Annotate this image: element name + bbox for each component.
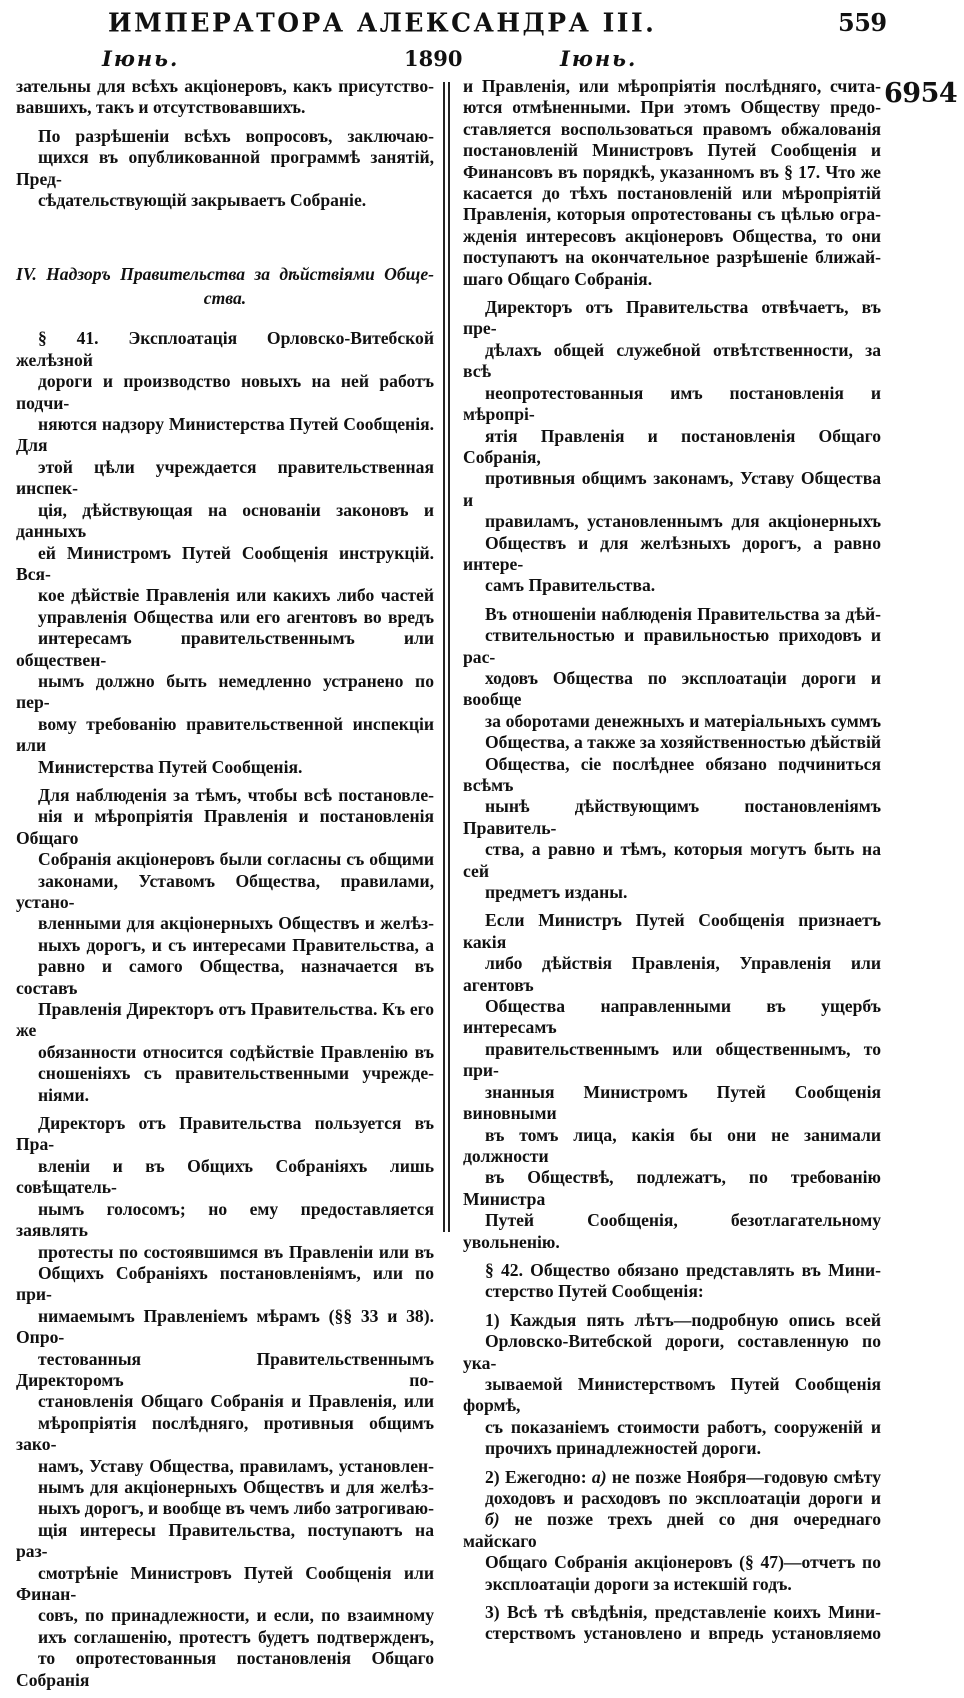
text-line: поступаютъ на окончательное разрѣшеніе ближай-: [463, 247, 881, 268]
text-line: мѣропріятія послѣдняго, противныя общимъ зако-: [16, 1412, 434, 1455]
text-line: и Правленія, или мѣропріятія послѣдняго, счита-: [463, 76, 881, 96]
text-line: протесты по состоявшимся въ Правленіи или въ: [38, 1241, 434, 1262]
text-line: § 42. Общество обязано представлять въ Мини-: [485, 1259, 881, 1280]
text-line: интересамъ правительственнымъ или обществен-: [16, 628, 434, 670]
text-line: неопротестованныя имъ постановленія и мѣропрі-: [463, 382, 881, 425]
text-line: 1) Каждыя пять лѣтъ—подробную опись всей: [485, 1309, 881, 1330]
text-line: Орловско-Витебской дороги, составленную по ука-: [463, 1331, 881, 1373]
item-2-b-marker: б): [485, 1509, 500, 1530]
text-line: Министерства Путей Сообщенія.: [38, 756, 303, 777]
text-line: Общихъ Собраніяхъ постановленіямъ, или по при-: [16, 1262, 434, 1305]
text-line: нымъ должно быть немедленно устранено по пер-: [16, 670, 434, 713]
right-column: [463, 76, 881, 1652]
text-line: Правленія Директоръ отъ Правительства. Къ его же: [16, 999, 434, 1041]
text-line: постановленій Министровъ Путей Сообщенія и: [463, 140, 881, 161]
running-title: ИМПЕРАТОРА АЛЕКСАНДРА III.: [108, 7, 657, 38]
paragraph-observation: [16, 785, 434, 1106]
paragraph-section-42: [463, 1260, 881, 1303]
text-line: Въ отношеніи наблюденія Правительства за дѣй-: [485, 603, 881, 624]
text-line: ходовъ Общества по эксплоатаціи дороги и вообще: [463, 667, 881, 710]
month-right: Іюнь.: [560, 46, 638, 71]
text-line: ніями.: [38, 1084, 90, 1105]
list-item-3: [463, 1602, 881, 1645]
text-line: ныхъ дорогъ, и съ интересами Правительства, а: [38, 934, 434, 955]
text-line: ція, дѣйствующая на основаніи законовъ и данныхъ: [16, 499, 434, 542]
text-line: Финансовъ въ порядкѣ, указанномъ въ § 17. Что же: [463, 161, 881, 182]
text-line: вленіи и въ Общихъ Собраніяхъ лишь совѣщатель-: [16, 1155, 434, 1198]
text-line: зательны для всѣхъ акціонеровъ, какъ присутство-: [16, 76, 434, 96]
paragraph-director-responsibility: [463, 297, 881, 597]
paragraph-director-rights: [16, 1113, 434, 1691]
text-line: противныя общимъ законамъ, Уставу Общества и: [463, 468, 881, 510]
text-line: ются отмѣненными. При этомъ Обществу предо-: [463, 97, 881, 118]
paragraph-section-41: [16, 328, 434, 778]
text-line: въ Обществѣ, подлежатъ, по требованію Министра: [463, 1167, 881, 1209]
year: 1890: [404, 46, 463, 71]
paragraph-continued: [16, 76, 434, 119]
text-line: нымъ голосомъ; но ему предоставляется заявлять: [16, 1198, 434, 1241]
text-line: жденія интересовъ акціонеровъ Общества, то они: [463, 225, 881, 246]
text-line: нія и мѣропріятія Правленія и постановленія Общаго: [16, 806, 434, 848]
text-line: Для наблюденія за тѣмъ, чтобы всѣ постановле-: [38, 784, 434, 805]
text-line: съ показаніемъ стоимости работъ, сооруженій и: [485, 1416, 881, 1437]
text-line: 3) Всѣ тѣ свѣдѣнія, представленіе коихъ Мини-: [485, 1602, 881, 1623]
text-line: ей Министромъ Путей Сообщенія инструкцій. Вся-: [16, 542, 434, 584]
text-line: Собранія акціонеровъ были согласны съ общими: [38, 849, 434, 870]
running-head: [0, 8, 964, 38]
section-heading-line: ства.: [203, 288, 247, 309]
text-line: ства, а равно и тѣмъ, которыя могутъ быть на сей: [463, 839, 881, 881]
text-line: въ томъ лица, какія бы они не занимали должности: [463, 1124, 881, 1166]
section-heading: [16, 262, 434, 310]
text-line: стерство Путей Сообщенія:: [485, 1281, 704, 1302]
text-line: щихся въ опубликованной программѣ занятій, Пред-: [16, 147, 434, 189]
text-line: § 41. Эксплоатація Орловско-Витебской желѣзной: [16, 328, 434, 370]
text-line: нымъ для акціонерныхъ Обществъ и для желѣз-: [38, 1476, 434, 1497]
text-line: ятія Правленія и постановленія Общаго Собранія,: [463, 425, 881, 467]
text-line: этой цѣли учреждается правительственная инспек-: [16, 456, 434, 499]
text-line: вавшихъ, такъ и отсутствовавшихъ.: [16, 97, 306, 118]
text-line: правиламъ, установленнымъ для акціонерныхъ: [485, 511, 881, 532]
list-item-2-line: эксплоатаціи дороги за истекшій годъ.: [485, 1573, 792, 1594]
margin-document-number: 6954: [884, 78, 958, 109]
text-line: няются надзору Министерства Путей Сообщенія. Для: [16, 414, 434, 456]
section-heading-line: IV. Надзоръ Правительства за дѣйствіями Обще-: [16, 264, 434, 285]
text-line: Директоръ отъ Правительства пользуется въ Пра-: [16, 1113, 434, 1155]
text-line: Общества, сіе послѣднее обязано подчиниться всѣмъ: [463, 753, 881, 795]
text-line: шаго Общаго Собранія.: [463, 268, 653, 289]
text-line: дороги и производство новыхъ на ней работъ подчи-: [16, 371, 434, 413]
text-line: равно и самого Общества, назначается въ составъ: [16, 956, 434, 998]
list-item-2: [463, 1467, 881, 1595]
text-line: становленія Общаго Собранія и Правленія, или: [38, 1391, 434, 1412]
paragraph-minister-dismissal: [463, 910, 881, 1253]
text-line: Директоръ отъ Правительства отвѣчаетъ, въ пре-: [463, 297, 881, 339]
text-line: ставляется воспользоваться правомъ обжалованія: [463, 118, 881, 139]
text-line: ныхъ дорогъ, и вообще въ чемъ либо затрогиваю-: [38, 1498, 434, 1519]
paragraph-continued: [463, 76, 881, 290]
text-line: нынѣ дѣйствующимъ постановленіямъ Правитель-: [463, 796, 881, 838]
list-item-2-line: [463, 1467, 881, 1488]
date-line: [0, 46, 964, 74]
list-item-2-line: доходовъ и расходовъ по эксплоатаціи дороги и: [485, 1488, 881, 1508]
column-divider: [443, 82, 450, 1232]
text-line: стерствомъ установлено и впредь установляемо: [485, 1623, 881, 1644]
text-line: касается до тѣхъ постановленій или мѣропріятій: [463, 183, 881, 204]
item-2-lead: 2) Ежегодно:: [485, 1466, 592, 1487]
text-line: намъ, Уставу Общества, правиламъ, установлен-: [38, 1455, 434, 1476]
paragraph-closing: [16, 126, 434, 212]
text-line: сношеніяхъ съ правительственными учрежде-: [38, 1063, 434, 1084]
text-line: По разрѣшеніи всѣхъ вопросовъ, заключаю-: [38, 125, 434, 146]
text-line: управленія Общества или его агентовъ во вредъ: [38, 606, 434, 627]
text-line: ихъ соглашенію, протестъ будетъ подтвержденъ,: [38, 1626, 434, 1647]
text-line: вому требованію правительственной инспекціи или: [16, 713, 434, 756]
text-line: то опротестованныя постановленія Общаго Собранія: [16, 1648, 434, 1690]
text-line: нимаемымъ Правленіемъ мѣрамъ (§§ 33 и 38). Опро-: [16, 1305, 434, 1348]
text-line: обязанности относится содѣйствіе Правленію въ: [38, 1041, 434, 1062]
text-line: сѣдательствующій закрываетъ Собраніе.: [38, 190, 367, 211]
list-item-1: [463, 1310, 881, 1460]
text-line: Путей Сообщенія, безотлагательному увольненію.: [463, 1210, 881, 1252]
list-item-2-line: [463, 1509, 881, 1552]
text-line: Общества направленными въ ущербъ интересамъ: [463, 996, 881, 1038]
text-line: тестованныя Правительственнымъ Директоромъ по-: [16, 1348, 434, 1390]
text-line: кое дѣйствіе Правленія или какихъ либо частей: [38, 585, 434, 606]
text-line: Общества, а также за хозяйственностью дѣйствій: [485, 732, 881, 753]
paragraph-financial-oversight: [463, 604, 881, 904]
text-line: Правленія, которыя опротестованы съ цѣлью огра-: [463, 204, 881, 225]
text-line: зываемой Министерствомъ Путей Сообщенія формѣ,: [463, 1373, 881, 1416]
text-line: правительственнымъ или общественнымъ, то при-: [463, 1038, 881, 1081]
text-line: знанныя Министромъ Путей Сообщенія виновными: [463, 1081, 881, 1124]
text-line: за оборотами денежныхъ и матеріальныхъ суммъ: [485, 710, 881, 731]
left-column: [16, 76, 434, 1698]
item-2-a-text: не позже Ноября—годовую смѣту: [606, 1466, 882, 1487]
text-line: совъ, по принадлежности, и если, по взаимному: [38, 1605, 434, 1626]
text-line: Обществъ и для желѣзныхъ дорогъ, а равно интере-: [463, 532, 881, 574]
text-line: законами, Уставомъ Общества, правилами, устано-: [16, 870, 434, 912]
month-left: Іюнь.: [102, 46, 180, 71]
list-item-2-line: Общаго Собранія акціонеровъ (§ 47)—отчетъ по: [485, 1552, 881, 1573]
item-2-a-marker: а): [591, 1466, 607, 1487]
item-2-b-text: не позже трехъ дней со дня очереднаго майскаго: [463, 1509, 881, 1551]
text-line: ствительностью и правильностью приходовъ и рас-: [463, 625, 881, 667]
text-line: Если Министръ Путей Сообщенія признаетъ какія: [463, 910, 881, 952]
spacer: [16, 218, 434, 262]
text-line: либо дѣйствія Правленія, Управленія или агентовъ: [463, 953, 881, 995]
text-line: предметъ изданы.: [485, 882, 628, 903]
page-number: 559: [838, 8, 887, 37]
text-line: прочихъ принадлежностей дороги.: [485, 1438, 761, 1459]
text-line: дѣлахъ общей служебной отвѣтственности, за всѣ: [463, 339, 881, 382]
text-line: самъ Правительства.: [485, 575, 656, 596]
text-line: вленными для акціонерныхъ Обществъ и желѣз-: [38, 913, 434, 934]
text-line: щія интересы Правительства, поступаютъ на раз-: [16, 1519, 434, 1562]
text-line: смотрѣніе Министровъ Путей Сообщенія или Финан-: [16, 1562, 434, 1604]
